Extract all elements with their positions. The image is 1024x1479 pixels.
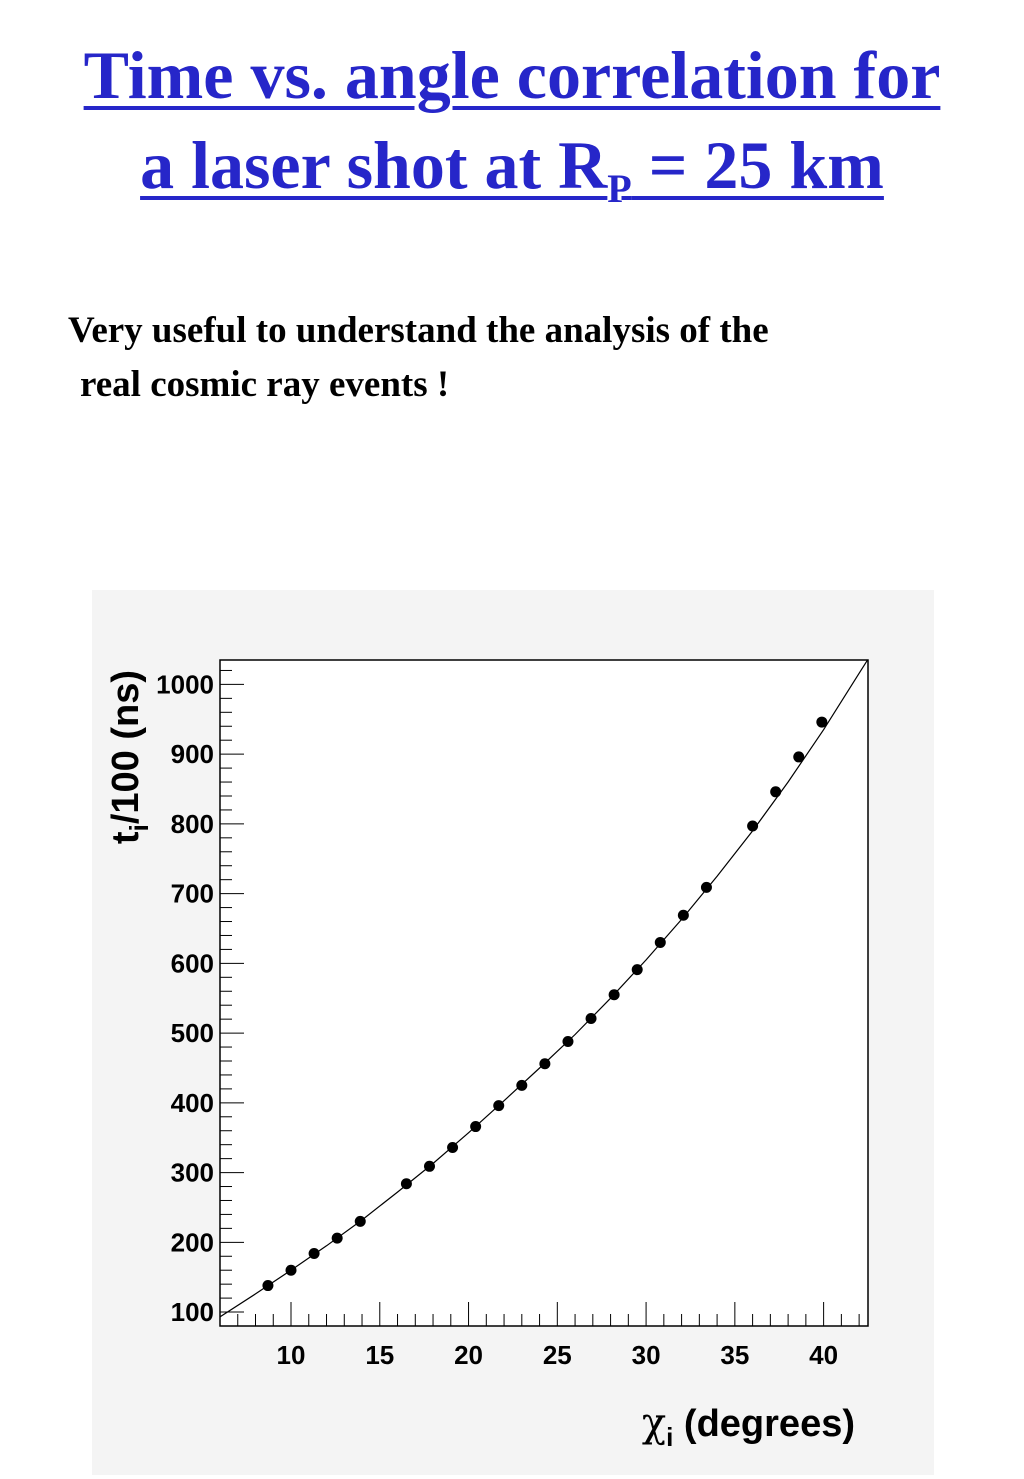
data-point [701,882,712,893]
data-point [632,964,643,975]
data-point [262,1280,273,1291]
y-tick-label: 1000 [156,669,214,700]
x-tick-label: 15 [365,1340,395,1370]
y-axis-unit: /100 (ns) [105,670,147,825]
slide-title [0,30,1024,210]
data-point [655,937,666,948]
title-line-2-rest: = 25 km [631,127,884,203]
data-point [332,1233,343,1244]
y-axis-title [105,670,154,844]
x-axis-symbol: χ [641,1400,667,1446]
data-point [562,1036,573,1047]
x-axis-title [642,1400,855,1452]
plot-area [220,660,868,1326]
data-point [447,1142,458,1153]
y-tick-label: 100 [170,1297,214,1328]
title-line-2 [0,120,1024,210]
x-tick-label: 25 [542,1340,572,1370]
data-point [586,1013,597,1024]
data-point [355,1216,366,1227]
y-tick-label: 600 [170,948,214,979]
y-tick-label: 400 [170,1087,214,1118]
y-axis-subscript: i [124,824,154,832]
chart [92,590,934,1475]
y-axis-symbol: t [105,831,147,845]
data-point [539,1058,550,1069]
y-tick-label: 700 [170,878,214,909]
x-tick-label: 20 [454,1340,484,1370]
data-point [793,751,804,762]
data-point [424,1161,435,1172]
y-tick-label: 300 [170,1157,214,1188]
y-tick-label: 900 [170,739,214,770]
x-tick-label: 40 [809,1340,839,1370]
data-point [286,1265,297,1276]
y-tick-label: 500 [170,1018,214,1049]
x-axis-unit: (degrees) [673,1403,855,1445]
data-point [493,1100,504,1111]
plot-frame [220,660,868,1326]
data-point [516,1080,527,1091]
y-tick-label: 200 [170,1227,214,1258]
title-line-2-text: a laser shot at R [140,127,608,203]
x-tick-label: 30 [631,1340,661,1370]
x-tick-label: 35 [720,1340,750,1370]
data-point [747,820,758,831]
data-point [770,786,781,797]
data-point [678,910,689,921]
title-line-1: Time vs. angle correlation for [83,37,941,113]
plot-panel [92,590,934,1475]
data-point [816,717,827,728]
slide-subtitle [68,304,968,412]
data-point [309,1248,320,1259]
x-tick-label: 10 [276,1340,306,1370]
data-point [609,989,620,1000]
subtitle-line-1: Very useful to understand the analysis of the [68,310,769,351]
y-tick-label: 800 [170,808,214,839]
x-axis-subscript: i [666,1422,674,1452]
data-point [401,1178,412,1189]
title-subscript: P [607,166,632,211]
subtitle-line-2: real cosmic ray events ! [80,364,450,405]
data-point [470,1121,481,1132]
